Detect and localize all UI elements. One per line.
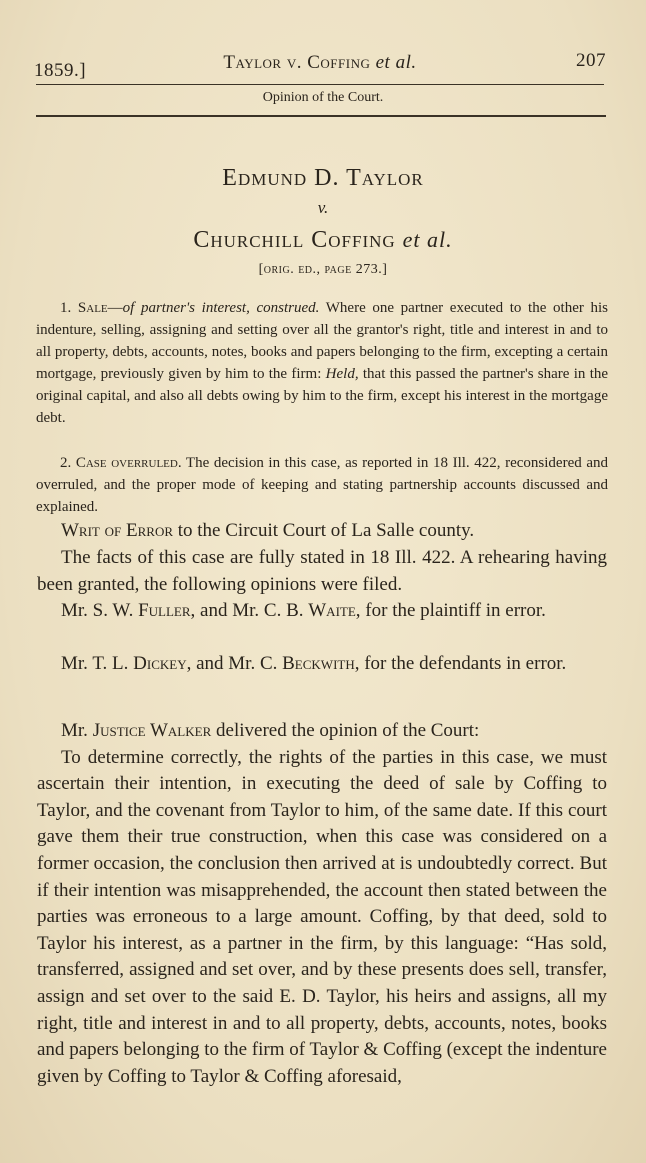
counsel-2-name-1: Dickey bbox=[133, 653, 187, 674]
case-defendant bbox=[0, 227, 646, 254]
case-versus: v. bbox=[317, 198, 329, 217]
facts-paragraph: The facts of this case are fully stated in 18 Ill. 422. A rehearing having been granted, the following opinions were filed. bbox=[37, 547, 607, 595]
header-rule-top bbox=[36, 84, 604, 85]
case-defendant-etal: et al. bbox=[402, 227, 453, 252]
opinion-text: To determine correctly, the rights of the parties in this case, we must ascertain their intention, in executing the deed of sale by Coffing to Taylor, and the covenant from Taylor to him, of the same date. If this court gave them their true construction, when this case was considered on a former occasion, the conclusion then arrived at is undoubtedly correct. But if their intention was misapprehended, the account then stated between the parties was erroneous to a large amount. Coffing, by that deed, sold to Taylor his interest, as a partner in the firm, by this language: “Has sold, transferred, assigned and set over, and by these presents does sell, transfer, assign and set over to the said E. D. Taylor, his heirs and assigns, all my right, title and interest in and to all property, debts, accounts, notes, books and papers belonging to the firm of Taylor & Coffing (except the indenture given by Coffing to Taylor & Coffing aforesaid, bbox=[37, 746, 607, 1087]
opinion-attribution bbox=[37, 718, 607, 745]
headnote-2-key: Case overruled. bbox=[75, 455, 182, 471]
header-case-title-etal: et al. bbox=[375, 52, 417, 73]
original-edition-ref: [orig. ed., page 273.] bbox=[258, 262, 388, 277]
counsel-1-prefix: Mr. S. W. bbox=[61, 600, 134, 621]
header-case-title bbox=[34, 52, 606, 74]
counsel-1-name-1: Fuller bbox=[138, 600, 191, 621]
headnote-1-italic: of partner's interest, construed. bbox=[122, 300, 320, 316]
opinion-by-suffix: delivered the opinion of the Court: bbox=[216, 720, 480, 741]
opinion-justice: Justice Walker bbox=[92, 720, 212, 741]
headnote-1-key: Sale bbox=[77, 300, 108, 316]
counsel-defendants bbox=[37, 651, 607, 678]
headnote-1-number: 1. bbox=[60, 300, 72, 316]
writ-text: to the Circuit Court of La Salle county. bbox=[177, 520, 475, 541]
opinion-section bbox=[37, 718, 607, 1090]
opinion-by-prefix: Mr. bbox=[61, 720, 88, 741]
writ-key: Writ of Error bbox=[61, 520, 173, 541]
headnote-2 bbox=[36, 452, 608, 518]
case-plaintiff: Edmund D. Taylor bbox=[222, 165, 424, 191]
counsel-1-name-2: Waite bbox=[308, 600, 356, 621]
writ-of-error bbox=[37, 518, 607, 545]
header-subheading: Opinion of the Court. bbox=[262, 90, 384, 105]
headnote-2-number: 2. bbox=[60, 455, 72, 471]
headnote-1 bbox=[36, 297, 608, 429]
counsel-1-mid: , and Mr. C. B. bbox=[190, 600, 304, 621]
headnote-1-text-a: Where one partner executed to the other his indenture, selling, assigning and setting over all the grantor's right, title and interest in and to all property, debts, accounts, notes, books and papers belonging to the firm, excepting a certain mortgage, previously given by him to the firm: bbox=[36, 300, 609, 382]
headnote-1-dash: — bbox=[107, 300, 123, 316]
counsel-2-mid: , and Mr. C. bbox=[186, 653, 278, 674]
header-year: 1859.] bbox=[34, 60, 87, 81]
counsel-2-suffix: , for the defendants in error. bbox=[354, 653, 567, 674]
headnote-2-text: The decision in this case, as reported in 18 Ill. 422, reconsidered and overruled, and the proper mode of keeping and stating partnership accounts discussed and explained. bbox=[36, 455, 608, 515]
case-defendant-name: Churchill Coffing bbox=[193, 227, 396, 253]
header-rule-bottom bbox=[36, 115, 606, 117]
counsel-2-prefix: Mr. T. L. bbox=[61, 653, 129, 674]
counsel-plaintiff bbox=[37, 598, 607, 625]
counsel-1-suffix: , for the plaintiff in error. bbox=[355, 600, 546, 621]
page-number: 207 bbox=[576, 50, 606, 71]
headnote-1-text-b: that this passed the partner's share in the original capital, and also all debts owing by him to the firm, except his interest in the mortgage debt. bbox=[36, 366, 609, 426]
header-case-title-caps: Taylor v. Coffing bbox=[223, 52, 371, 73]
counsel-2-name-2: Beckwith bbox=[282, 653, 355, 674]
headnote-1-held: Held, bbox=[325, 366, 359, 382]
running-header bbox=[34, 50, 606, 80]
